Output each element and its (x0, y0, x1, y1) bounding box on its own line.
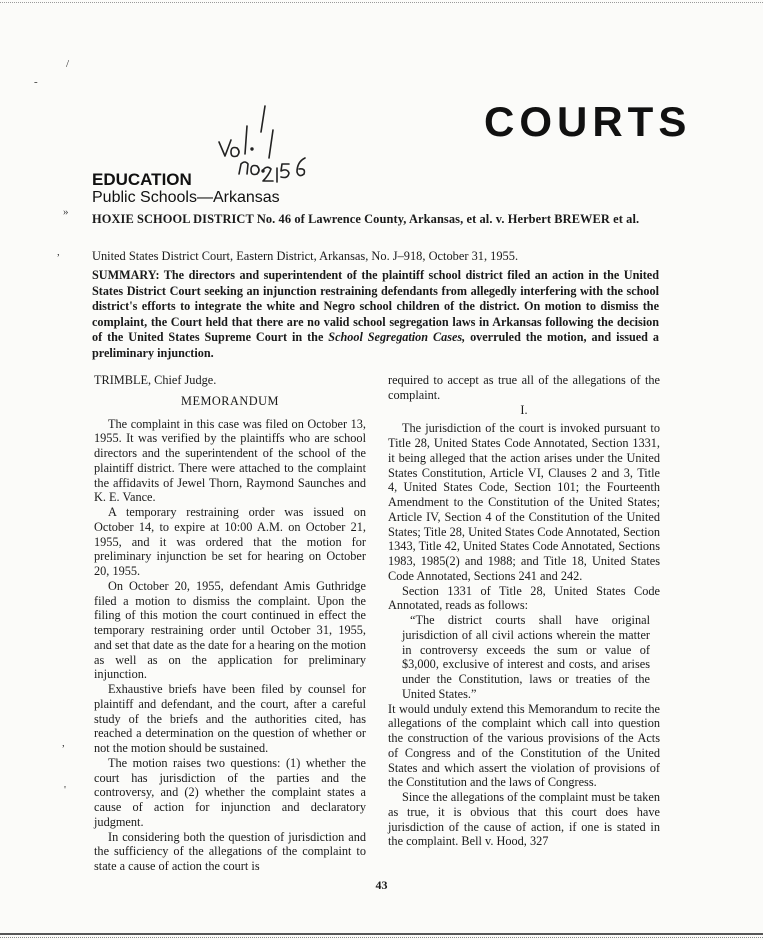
page-number: 43 (375, 878, 388, 892)
section-numeral: I. (520, 402, 528, 417)
right-column (388, 373, 660, 849)
paragraph: Exhaustive briefs have been filed by counsel for plaintiff and defendant, and the court, after a careful study of the briefs and the authorities cited, has reached a determination on the question of whether or not the motion should be sustained. (94, 682, 366, 755)
scan-mark: , (57, 246, 60, 258)
summary-text: The directors and superintendent of the plaintiff school district filed an action in the United States District Court seeking an injunction restraining defendants from allegedly interfering with the school district's efforts to integrate the white and Negro school children of the district. On motion to dismiss the complaint, the Court held that there are no valid school segregation laws in Arkansas following the decision of the United States Supreme Court in the (92, 268, 659, 345)
paragraph: A temporary restraining order was issued on October 14, to expire at 10:00 A.M. on October 21, 1955, and it was ordered that the motion for preliminary injunction be set for hearing on October 20, 1955. (94, 505, 366, 578)
scan-mark: / (66, 58, 70, 70)
paragraph: The motion raises two questions: (1) whether the court has jurisdiction of the parties and the controversy, and (2) whether the complaint states a cause of action for injunction and declaratory judgment. (94, 755, 366, 829)
bottom-rule (0, 933, 763, 935)
scan-mark: ' (64, 784, 66, 796)
judge-line: TRIMBLE, Chief Judge. (94, 373, 217, 387)
paragraph: Section 1331 of Title 28, United States Code Annotated, reads as follows: (388, 583, 660, 613)
bottom-dotted-rule (0, 937, 763, 938)
paragraph: On October 20, 1955, defendant Amis Guthridge filed a motion to dismiss the complaint. Upon the filing of this motion the court continued in effect the temporary restraining order until October 31, 1955, and set that date as the date for a hearing on the motion as well as on the application for preliminary injunction. (94, 578, 366, 682)
summary-text-end: overruled the motion, and issued a preliminary injunction. (92, 330, 659, 360)
paragraph: The complaint in this case was filed on October 13, 1955. It was verified by the plaintiffs who are school directors and the superintendent of the school of the plaintiff district. There were attached to the complaint the affidavits of Jewel Thorn, Raymond Saunches and K. E. Vance. (94, 416, 366, 505)
page-title: COURTS (484, 98, 692, 145)
summary-label: SUMMARY: (92, 268, 160, 282)
paragraph: required to accept as true all of the allegations of the complaint. (388, 373, 660, 402)
scan-mark: » (63, 206, 69, 218)
left-column (94, 373, 366, 874)
paragraph: The jurisdiction of the court is invoked pursuant to Title 28, United States Code Annotated, Section 1331, it being alleged that the action arises under the United States Constitution, Article VI, Clauses 2 and 3, Title 4, United States Code, Section 101; the Fourteenth Amendment to the Constitution of the United States; Article IV, Section 4 of the Constitution of the United States; Title 28, United States Code Annotated, Section 1343, Title 42, United States Code Annotated, Sections 1983, 1985(2) and 1988; and Title 18, United States Code Annotated, Sections 241 and 242. (388, 421, 660, 583)
handwritten-annotation (205, 100, 315, 190)
section-heading: EDUCATION (92, 170, 192, 189)
scan-mark: , (62, 737, 65, 749)
summary-italic: School Segregation Cases, (328, 330, 466, 345)
court-citation: United States District Court, Eastern District, Arkansas, No. J–918, October 31, 1955. (92, 249, 519, 263)
paragraph: In considering both the question of jurisdiction and the sufficiency of the allegations of the complaint to state a cause of action the court is (94, 829, 366, 873)
block-quote: “The district courts shall have original jurisdiction of all civil actions wherein the matter in controversy exceeds the sum or value of $3,000, exclusive of interest and costs, and arises under the Constitution, laws or treaties of the United States.” (402, 613, 650, 701)
memorandum-heading: MEMORANDUM (181, 393, 279, 408)
scan-mark: - (34, 76, 38, 88)
subsection-heading: Public Schools—Arkansas (92, 189, 280, 206)
case-summary (92, 268, 659, 362)
paragraph: Since the allegations of the complaint must be taken as true, it is obvious that this court does have jurisdiction of the cause of action, if one is stated in the complaint. Bell v. Hood, 327 (388, 790, 660, 849)
paragraph: It would unduly extend this Memorandum to recite the allegations of the complaint which call into question the construction of the various provisions of the Acts of Congress and of the Constitution of the United States and which assert the violation of provisions of the Constitution and the laws of Congress. (388, 701, 660, 790)
top-dotted-rule (0, 2, 763, 3)
case-title: HOXIE SCHOOL DISTRICT No. 46 of Lawrence County, Arkansas, et al. v. Herbert BREWER et al. (92, 212, 640, 226)
